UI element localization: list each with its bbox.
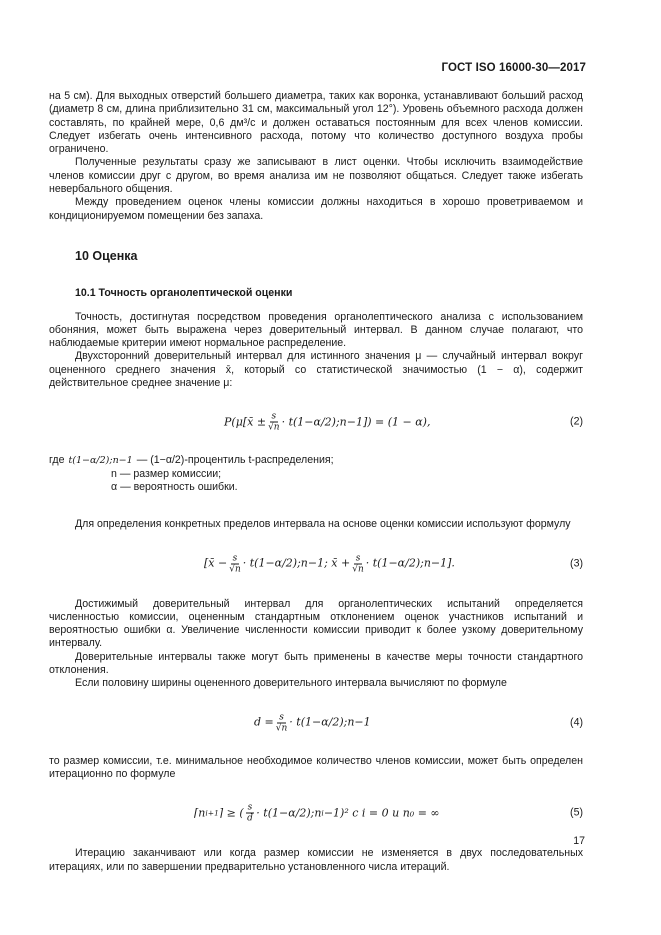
- fraction-denominator: √n: [229, 564, 241, 575]
- fraction: [276, 712, 288, 733]
- formula-5: [49, 793, 583, 833]
- fraction-numerator: s: [232, 553, 238, 564]
- formula-part: · t(1−α/2);n−1; x̄ +: [242, 556, 351, 570]
- formula-expression: [194, 803, 440, 824]
- formula-part: · t(1−α/2);n−1]) = (1 − α),: [281, 415, 431, 429]
- legend-intro: где: [49, 454, 65, 467]
- fraction: [352, 553, 364, 574]
- formula-number: (2): [570, 415, 583, 428]
- formula-number: (4): [570, 715, 583, 728]
- formula-subscript: i: [321, 808, 324, 818]
- formula-number: (3): [570, 556, 583, 569]
- legend-symbol: t(1−α/2);n−1: [68, 455, 133, 467]
- formula-number: (5): [570, 806, 583, 819]
- formula-subscript: i+1: [205, 808, 219, 818]
- paragraph: Достижимый доверительный интервал для органолептических испытаний определяется численностью комиссии, оцененным стандартным отклонением оценок участников испытаний и вероятностью ошибки α. Увеличение численности комиссии приводит к более узкому доверительному интервалу.: [49, 597, 583, 650]
- paragraph: на 5 см). Для выходных отверстий большего диаметра, таких как воронка, устанавливают больший расход (диаметр 8 см, длина приблизительно 31 см, максимальный угол 12°). Уровень объемного расхода должен составлять, по крайней мере, 0,6 дм³/с и должен оставаться постоянным для всех членов комиссии. Следует избегать очень интенсивного расхода, потому что количество доступного воздуха пробы ограничено.: [49, 90, 583, 156]
- formula-part: −1)² с i = 0 и n₀ = ∞: [323, 806, 440, 820]
- formula-expression: [204, 553, 455, 574]
- fraction-denominator: √n: [352, 564, 364, 575]
- formula-part: P(μ[x̄ ±: [224, 415, 267, 429]
- fraction-numerator: s: [271, 411, 277, 422]
- fraction-numerator: s: [279, 712, 284, 723]
- fraction-denominator: √n: [268, 422, 280, 433]
- paragraph: то размер комиссии, т.е. минимальное необходимое количество членов комиссии, может быть определен итерационно по формуле: [49, 754, 583, 780]
- paragraph: Итерацию заканчивают или когда размер комиссии не изменяется в двух последовательных итерациях, или по завершении предварительно установленного числа итераций.: [49, 847, 583, 873]
- formula-2: [49, 402, 583, 442]
- formula-3: [49, 544, 583, 584]
- legend-text: — (1−α/2)-процентиль t-распределения;: [136, 454, 334, 467]
- legend-row: α — вероятность ошибки.: [111, 480, 238, 493]
- legend-row: [49, 454, 583, 467]
- paragraph: Для определения конкретных пределов интервала на основе оценки комиссии используют формулу: [75, 518, 571, 531]
- page-content: [49, 90, 583, 874]
- document-header: ГОСТ ISO 16000-30—2017: [441, 62, 586, 74]
- fraction: [268, 412, 280, 433]
- page-number: 17: [573, 835, 585, 847]
- fraction-numerator: s: [355, 553, 361, 564]
- formula-part: ⌈n: [194, 806, 206, 820]
- paragraph: Двухсторонний доверительный интервал для истинного значения μ — случайный интервал вокруг оцененного среднего значения x̄, который со статистической значимостью (1 − α), содержит действительное среднее значение μ:: [49, 350, 583, 390]
- formula-part: ⌉ ≥ (: [218, 806, 244, 820]
- fraction-numerator: s: [247, 802, 253, 813]
- paragraph: Точность, достигнутая посредством проведения органолептического анализа с использованием обоняния, может быть выражена через доверительный интервал. В данном случае полагают, что наблюдаемые критерии имеют нормальное распределение.: [49, 310, 583, 350]
- formula-part: [x̄ −: [204, 556, 228, 570]
- formula-legend: [49, 454, 583, 494]
- fraction-denominator: √n: [275, 723, 288, 734]
- paragraph: Если половину ширины оцененного доверительного интервала вычисляют по формуле: [75, 677, 507, 690]
- fraction-denominator: d: [247, 813, 253, 824]
- legend-row: n — размер комиссии;: [111, 467, 222, 480]
- section-heading: 10 Оценка: [75, 248, 138, 263]
- fraction: [229, 553, 241, 574]
- formula-part: d =: [254, 715, 274, 729]
- formula-expression: [224, 412, 430, 433]
- formula-part: · t(1−α/2);n: [256, 806, 322, 820]
- formula-expression: [254, 712, 371, 733]
- fraction: [246, 803, 255, 824]
- formula-part: · t(1−α/2);n−1: [289, 715, 371, 729]
- paragraph: Между проведением оценок члены комиссии должны находиться в хорошо проветриваемом и кондиционируемом помещении без запаха.: [49, 196, 583, 222]
- formula-4: [49, 703, 583, 743]
- paragraph: Полученные результаты сразу же записывают в лист оценки. Чтобы исключить взаимодействие членов комиссии друг с другом, во время анализа им не позволяют общаться. Следует также избегать невербального общения.: [49, 156, 583, 196]
- subsection-heading: 10.1 Точность органолептической оценки: [75, 287, 293, 300]
- formula-part: · t(1−α/2);n−1].: [365, 556, 455, 570]
- paragraph: Доверительные интервалы также могут быть применены в качестве меры точности стандартного отклонения.: [49, 650, 583, 677]
